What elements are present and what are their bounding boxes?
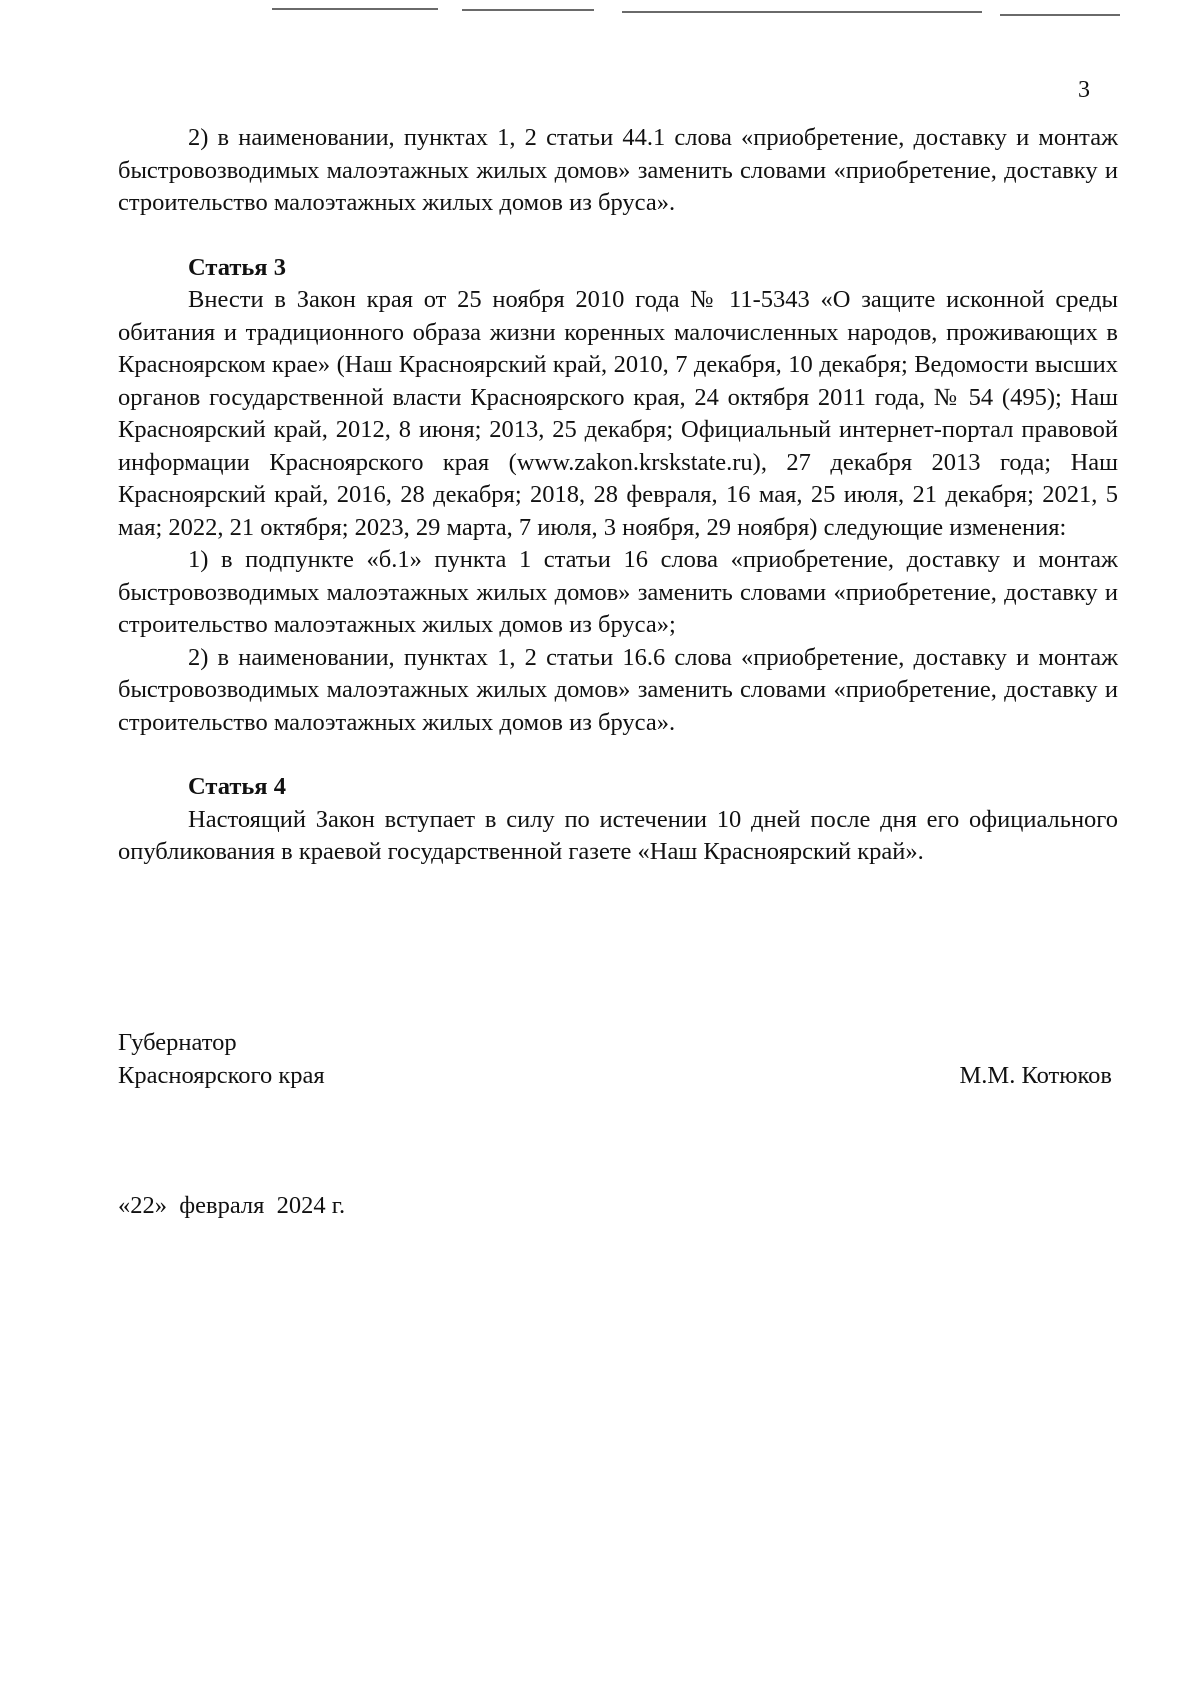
law-text bbox=[118, 122, 1118, 869]
scan-artifact-rule bbox=[272, 8, 438, 10]
scan-artifact-rule bbox=[1000, 14, 1120, 16]
signature-block bbox=[118, 1026, 1118, 1092]
signer-position-line-1: Губернатор bbox=[118, 1029, 237, 1056]
article-4-title: Статья 4 bbox=[188, 773, 286, 800]
signature-row bbox=[118, 1059, 1118, 1092]
section-gap bbox=[118, 739, 1118, 771]
signer-position-line-2: Красноярского края bbox=[118, 1062, 325, 1089]
page-number: 3 bbox=[1078, 77, 1090, 103]
paragraph-amendment-44-1: 2) в наименовании, пунктах 1, 2 статьи 44.1 слова «приобретение, доставку и монтаж быстровозводимых малоэтажных жилых домов» заменить словами «приобретение, доставку и строительство малоэтажных жилых домов из бруса». bbox=[118, 124, 1118, 216]
scan-artifact-rule bbox=[622, 11, 982, 13]
signer-name: М.М. Котюков bbox=[959, 1062, 1112, 1089]
scan-artifact-rule bbox=[462, 9, 594, 11]
article-4-text: Настоящий Закон вступает в силу по истечении 10 дней после дня его официального опубликования в краевой государственной газете «Наш Красноярский край». bbox=[118, 805, 1118, 865]
signing-date: «22» февраля 2024 г. bbox=[118, 1192, 346, 1219]
article-3-item-2: 2) в наименовании, пунктах 1, 2 статьи 16.6 слова «приобретение, доставку и монтаж быстровозводимых малоэтажных жилых домов» заменить словами «приобретение, доставку и строительство малоэтажных жилых домов из бруса». bbox=[118, 643, 1118, 736]
article-3-intro: Внести в Закон края от 25 ноября 2010 года № 11-5343 «О защите исконной среды обитания и традиционного образа жизни коренных малочисленных народов, проживающих в Красноярском крае» (Наш Красноярский край, 2010, 7 декабря, 10 декабря; Ведомости высших органов государственной власти Красноярского края, 24 октября 2011 года, № 54 (495); Наш Красноярский край, 2012, 8 июня; 2013, 25 декабря; Официальный интернет-портал правовой информации Красноярского края (www.zakon.krskstate.ru), 27 декабря 2013 года; Наш Красноярский край, 2016, 28 декабря; 2018, 28 февраля, 16 мая, 25 июля, 21 декабря; 2021, 5 мая; 2022, 21 октября; 2023, 29 марта, 7 июля, 3 ноября, 29 ноября) следующие изменения: bbox=[118, 286, 1118, 541]
article-3-item-1: 1) в подпункте «б.1» пункта 1 статьи 16 слова «приобретение, доставку и монтаж быстровозводимых малоэтажных жилых домов» заменить словами «приобретение, доставку и строительство малоэтажных жилых домов из бруса»; bbox=[118, 546, 1118, 638]
section-gap bbox=[118, 220, 1118, 252]
article-3-title: Статья 3 bbox=[188, 253, 286, 281]
